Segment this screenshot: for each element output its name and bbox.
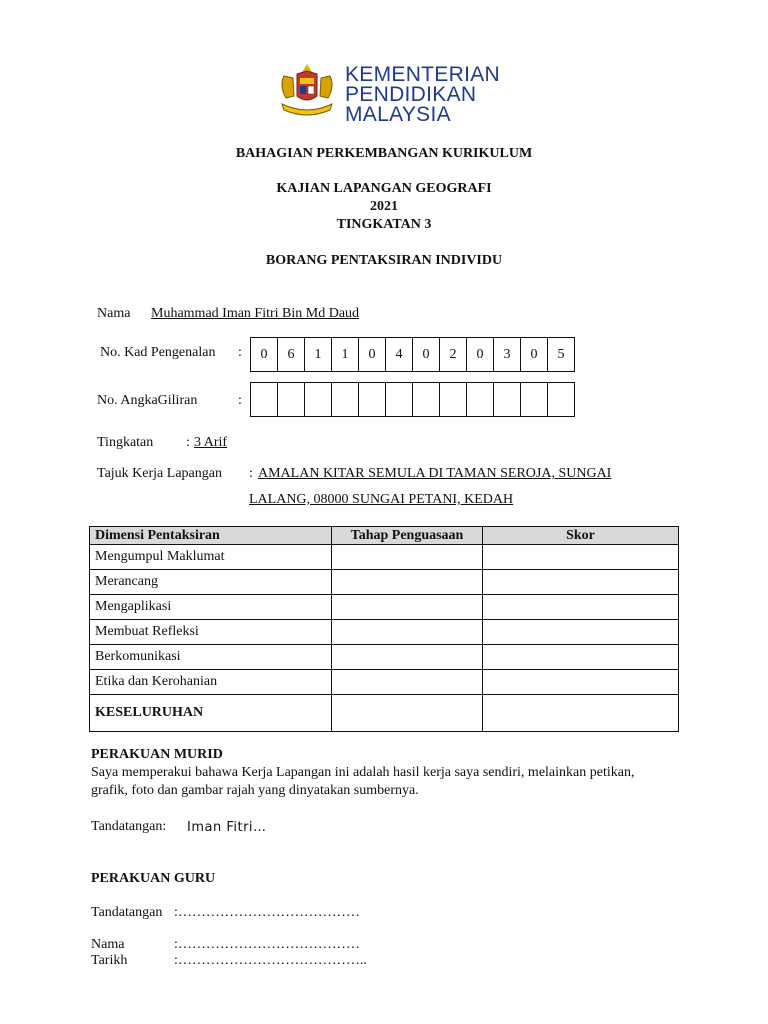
ic-digit: 4 [386, 338, 413, 371]
ic-digit: 0 [467, 338, 494, 371]
roll-digit [305, 383, 332, 416]
form-colon: : [186, 435, 190, 450]
ic-label: No. Kad Pengenalan [100, 345, 216, 360]
logo-line-3: MALAYSIA [345, 103, 451, 126]
roll-digit [494, 383, 521, 416]
table-header-row [90, 527, 679, 545]
table-row [90, 670, 679, 695]
ic-digit: 0 [413, 338, 440, 371]
table-row [90, 620, 679, 645]
coat-of-arms-emblem [276, 62, 338, 118]
roll-digit [467, 383, 494, 416]
roll-digit [278, 383, 305, 416]
ic-digit: 3 [494, 338, 521, 371]
ic-digit: 5 [557, 346, 565, 362]
table-row [90, 570, 679, 595]
table-row [90, 595, 679, 620]
topic-label: Tajuk Kerja Lapangan [97, 466, 222, 481]
topic-value-line-2: LALANG, 08000 SUNGAI PETANI, KEDAH [249, 492, 514, 507]
name-label: Nama [97, 306, 131, 321]
ic-digit: 2 [440, 338, 467, 371]
table-row [90, 545, 679, 570]
roll-number-label: No. AngkaGiliran [97, 393, 198, 408]
ic-digit: 6 [278, 338, 305, 371]
roll-digit [521, 383, 548, 416]
roll-digit [548, 383, 574, 416]
teacher-signature-field[interactable]: :………………………………… [174, 905, 360, 920]
student-declaration-heading: PERAKUAN MURID [91, 747, 223, 762]
form-value: 3 Arif [194, 435, 228, 450]
teacher-declaration-heading: PERAKUAN GURU [91, 871, 216, 886]
score-cell[interactable] [483, 645, 679, 670]
topic-colon: : [249, 466, 253, 481]
document-year: 2021 [370, 199, 398, 214]
score-cell[interactable] [483, 620, 679, 645]
ic-digit: 0 [359, 338, 386, 371]
teacher-date-field[interactable]: :………………………………….. [174, 953, 367, 968]
total-score-cell[interactable] [483, 695, 679, 732]
roll-number-colon: : [238, 393, 242, 408]
score-cell[interactable] [483, 670, 679, 695]
teacher-date-label: Tarikh [91, 953, 128, 968]
total-label: KESELURUHAN [90, 695, 332, 732]
roll-digit [440, 383, 467, 416]
ic-number-boxes [250, 337, 575, 372]
ic-digit: 0 [521, 338, 548, 371]
level-cell[interactable] [332, 570, 483, 595]
teacher-name-field[interactable]: :………………………………… [174, 937, 360, 952]
header-score: Skor [483, 527, 679, 545]
ic-digit: 1 [332, 338, 359, 371]
assessment-table [89, 526, 679, 732]
dimension-cell: Etika dan Kerohanian [90, 670, 332, 695]
score-cell[interactable] [483, 545, 679, 570]
roll-digit [413, 383, 440, 416]
table-row [90, 645, 679, 670]
student-statement-line-2: grafik, foto dan gambar rajah yang dinyatakan sumbernya. [91, 783, 419, 798]
level-cell[interactable] [332, 670, 483, 695]
logo-line-1: KEMENTERIAN [345, 63, 500, 86]
dimension-cell: Merancang [90, 570, 332, 595]
student-signature-value: Iman Fitri… [187, 820, 267, 835]
teacher-name-label: Nama [91, 937, 125, 952]
document-form: TINGKATAN 3 [336, 217, 432, 232]
document-subtitle: BORANG PENTAKSIRAN INDIVIDU [265, 253, 503, 268]
dimension-cell: Mengumpul Maklumat [90, 545, 332, 570]
document-title: KAJIAN LAPANGAN GEOGRAFI [276, 181, 492, 196]
level-cell[interactable] [332, 620, 483, 645]
roll-digit [332, 383, 359, 416]
score-cell[interactable] [483, 570, 679, 595]
ic-colon: : [238, 345, 242, 360]
student-signature-label: Tandatangan: [91, 819, 167, 834]
roll-digit [359, 383, 386, 416]
level-cell[interactable] [332, 595, 483, 620]
ministry-logo-text [345, 65, 500, 125]
roll-digit [386, 383, 413, 416]
dimension-cell: Berkomunikasi [90, 645, 332, 670]
topic-value-line-1: AMALAN KITAR SEMULA DI TAMAN SEROJA, SUNGAI [258, 466, 612, 481]
dimension-cell: Mengaplikasi [90, 595, 332, 620]
logo-line-2: PENDIDIKAN [345, 83, 477, 106]
teacher-signature-label: Tandatangan [91, 905, 163, 920]
table-total-row [90, 695, 679, 732]
form-label: Tingkatan [97, 435, 154, 450]
level-cell[interactable] [332, 645, 483, 670]
student-statement-line-1: Saya memperakui bahawa Kerja Lapangan ini adalah hasil kerja saya sendiri, melainkan petikan, [91, 765, 635, 780]
ic-digit: 1 [305, 338, 332, 371]
division-heading: BAHAGIAN PERKEMBANGAN KURIKULUM [235, 146, 533, 161]
level-cell[interactable] [332, 545, 483, 570]
header-dimension: Dimensi Pentaksiran [90, 527, 332, 545]
total-level-cell[interactable] [332, 695, 483, 732]
name-value: Muhammad Iman Fitri Bin Md Daud [151, 306, 360, 321]
dimension-cell: Membuat Refleksi [90, 620, 332, 645]
roll-digit [251, 383, 278, 416]
roll-number-boxes [250, 382, 575, 417]
header-level: Tahap Penguasaan [332, 527, 483, 545]
score-cell[interactable] [483, 595, 679, 620]
ic-digit: 0 [251, 338, 278, 371]
